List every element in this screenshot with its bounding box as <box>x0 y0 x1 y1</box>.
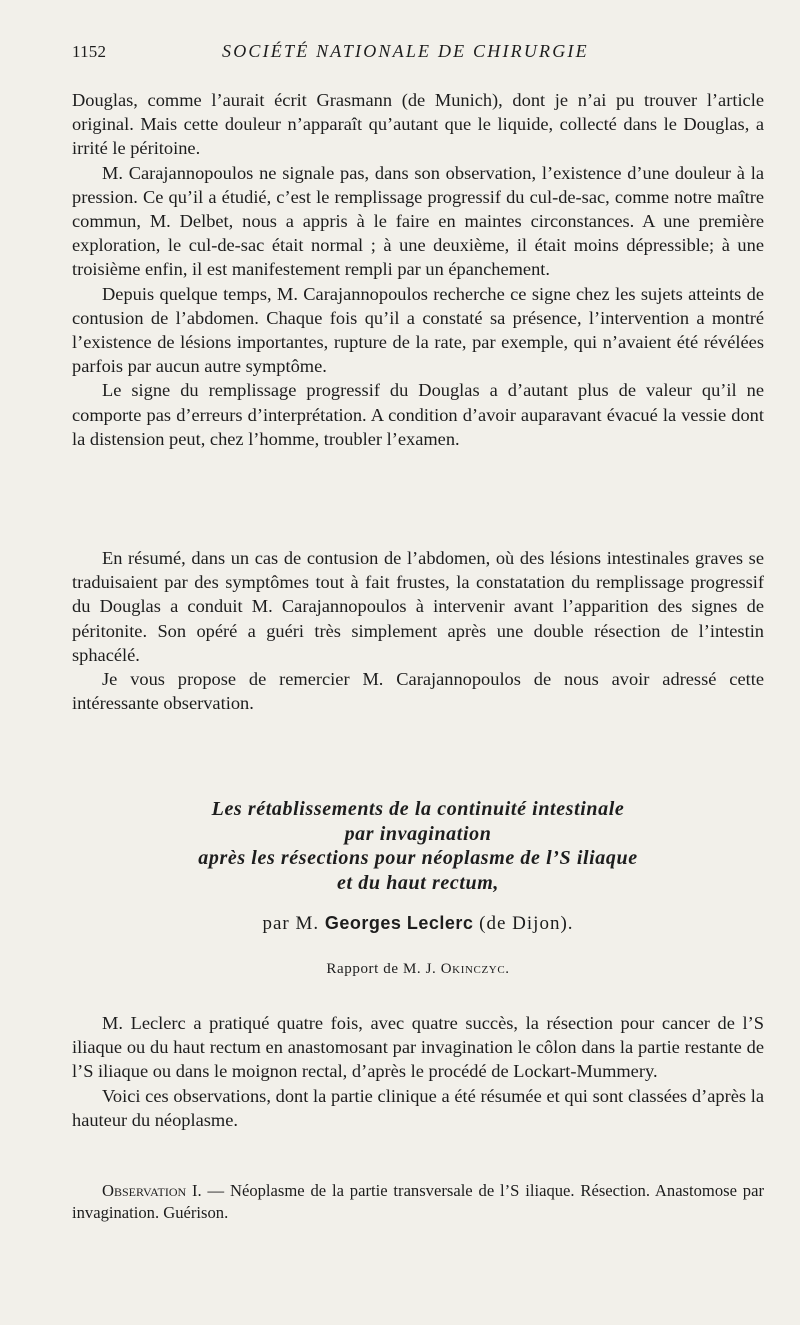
report-paragraph: M. Leclerc a pratiqué quatre fois, avec quatre succès, la résection pour cancer de l’S iliaque ou du haut rectum en anastomosant par invagination le côlon dans la partie restante de l’S iliaque ou dans le moignon rectal, d’après le procédé de Lockart-Mummery. <box>72 1013 764 1082</box>
observation-entry <box>72 1180 764 1224</box>
observation-text: — Néoplasme de la partie transversale de l’S iliaque. Résection. Anastomose par invagination. Guérison. <box>72 1181 764 1222</box>
first-section <box>72 88 764 451</box>
thanks-paragraph: Je vous propose de remercier M. Carajannopoulos de nous avoir adressé cette intéressante observation. <box>72 669 764 714</box>
author-suffix: (de Dijon). <box>479 913 574 934</box>
title-line: Les rétablissements de la continuité intestinale <box>211 798 625 820</box>
author-name: Georges Leclerc <box>324 913 474 933</box>
report-section <box>72 1011 764 1132</box>
author-line <box>72 913 764 935</box>
observation-label: Observation I. <box>102 1181 202 1200</box>
paragraph-sign-value: Le signe du remplissage progressif du Douglas a d’autant plus de valeur qu’il ne comporte pas d’erreurs d’interprétation. A condition d’avoir auparavant évacué la vessie dont la distension peut, chez l’homme, troubler l’examen. <box>72 380 764 449</box>
report-author: Okinczyc. <box>440 961 510 977</box>
summary-paragraph: En résumé, dans un cas de contusion de l’abdomen, où des lésions intestinales graves se traduisaient par des symptômes tout à fait frustes, la constatation du remplissage progressif du Douglas a conduit M. Carajannopoulos à intervenir avant l’apparition des signes de péritonite. Son opéré a guéri très simplement après une double résection de l’intestin sphacélé. <box>72 548 764 665</box>
continued-paragraph: Douglas, comme l’aurait écrit Grasmann (de Munich), dont je n’ai pu trouver l’article original. Mais cette douleur n’apparaît qu’autant que le liquide, collecté dans le Douglas, a irrité le péritoine. <box>72 90 764 159</box>
title-line: par invagination <box>344 822 492 845</box>
report-prefix: Rapport de M. J. <box>326 961 437 977</box>
paragraph-research: Depuis quelque temps, M. Carajannopoulos recherche ce signe chez les sujets atteints de contusion de l’abdomen. Chaque fois qu’il a constaté sa présence, l’intervention a montré l’existence de lésions importantes, rupture de la rate, par exemple, qui n’avaient été révélées parfois par aucun autre symptôme. <box>72 283 764 377</box>
title-line: après les résections pour néoplasme de l’S iliaque <box>198 847 638 869</box>
paragraph-pressure-pain: M. Carajannopoulos ne signale pas, dans son observation, l’existence d’une douleur à la pression. Ce qu’il a étudié, c’est le remplissage progressif du cul-de-sac, comme notre maître commun, M. Delbet, nous a appris à le faire en maintes circonstances. A une première exploration, le cul-de-sac était normal ; à une deuxième, il était moins dépressible; à une troisième enfin, il est manifestement rempli par un épanchement. <box>72 162 764 280</box>
page-header <box>72 42 764 66</box>
running-title: SOCIÉTÉ NATIONALE DE CHIRURGIE <box>222 41 589 61</box>
author-prefix: par M. <box>262 913 320 934</box>
title-line: et du haut rectum, <box>337 871 499 894</box>
page-number: 1152 <box>72 42 107 61</box>
article-title <box>72 797 764 895</box>
summary-section <box>72 546 764 715</box>
report-line <box>72 961 764 978</box>
classification-paragraph: Voici ces observations, dont la partie clinique a été résumée et qui sont classées d’après la hauteur du néoplasme. <box>72 1085 764 1130</box>
